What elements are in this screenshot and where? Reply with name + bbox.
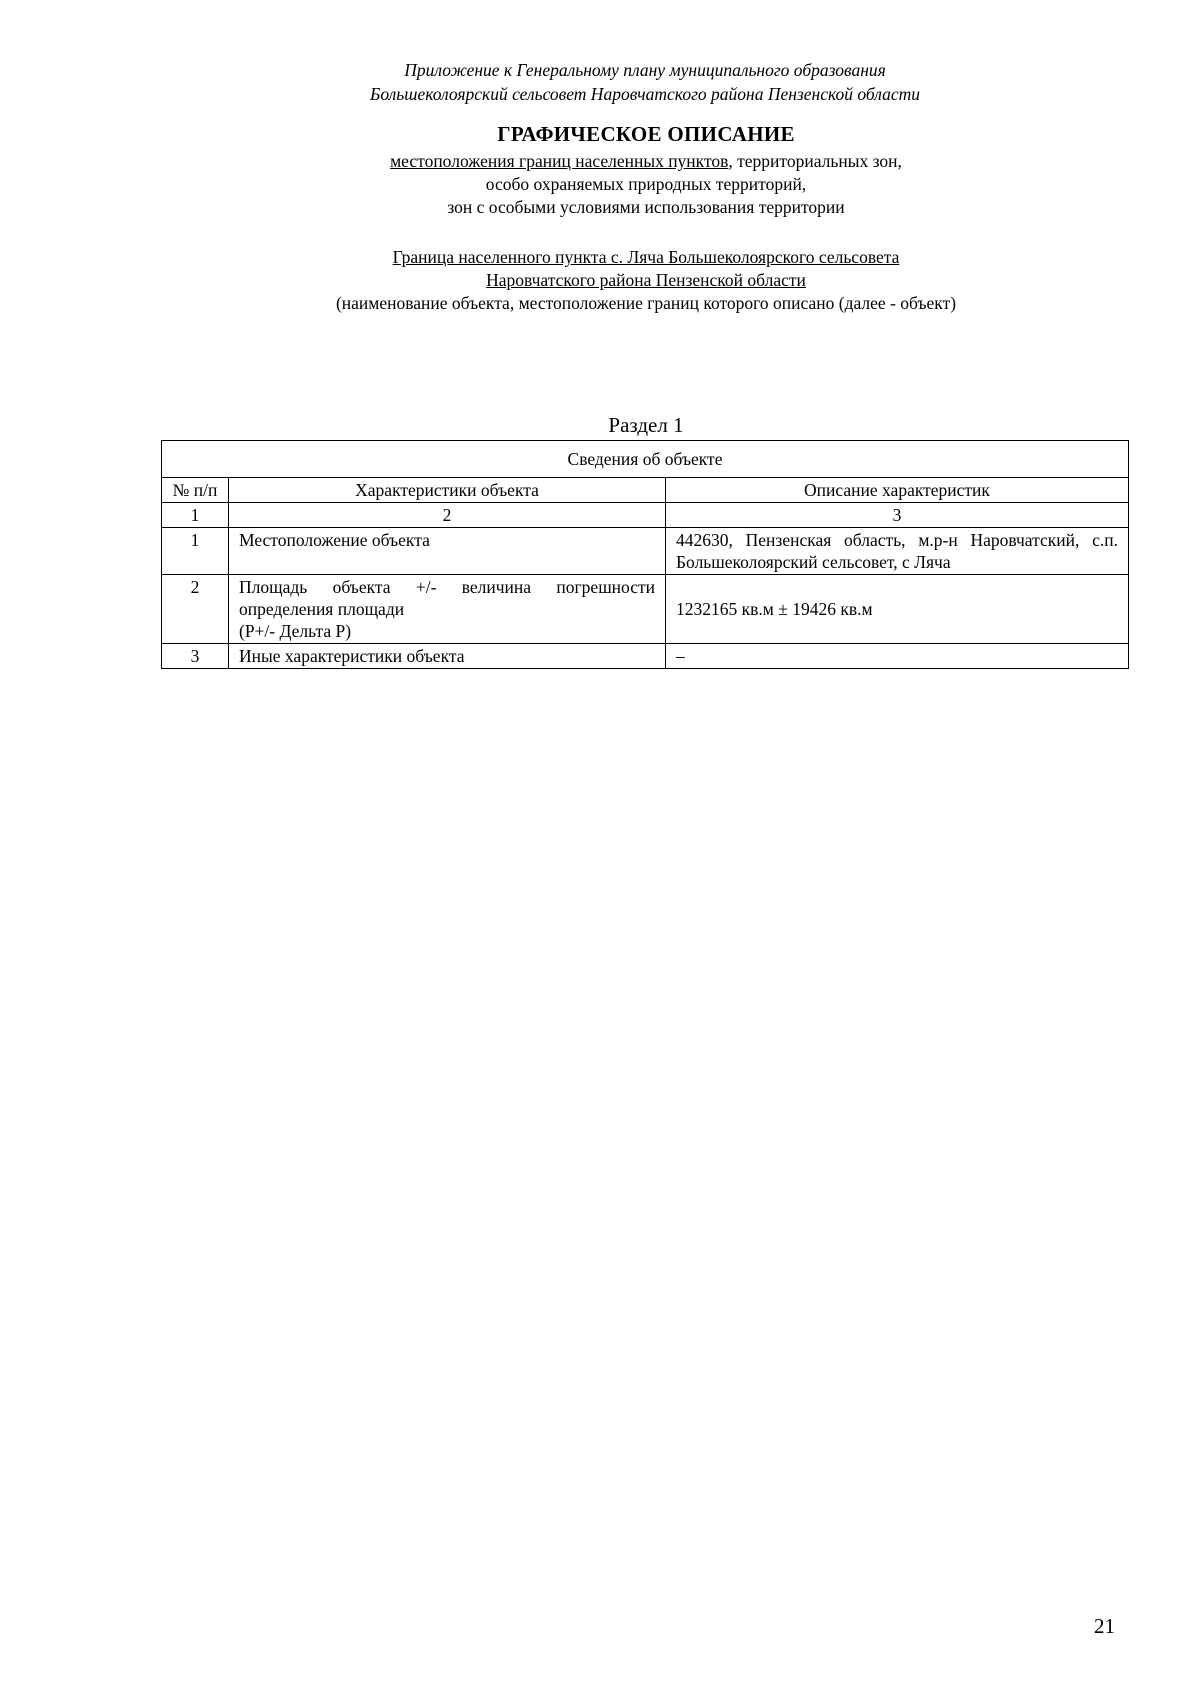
- table-row: [162, 528, 1129, 575]
- subtitle-underlined: местоположения границ населенных пунктов: [390, 151, 729, 171]
- subtitle-rest: , территориальных зон,: [728, 151, 902, 171]
- table-row: [162, 644, 1129, 669]
- table-caption-row: [162, 441, 1129, 478]
- object-name-block: [0, 246, 1200, 315]
- page-number: 21: [1094, 1614, 1115, 1638]
- object-caption: (наименование объекта, местоположение границ которого описано (далее - объект): [335, 293, 957, 313]
- header-cell-description: Описание характеристик: [666, 478, 1129, 503]
- header-cell-number: № п/п: [162, 478, 229, 503]
- row-characteristic: Иные характеристики объекта: [229, 644, 666, 669]
- table-caption: Сведения об объекте: [162, 441, 1129, 478]
- object-name-line1: Граница населенного пункта с. Ляча Большеколоярского сельсовета: [392, 247, 900, 267]
- row-characteristic-line1: Площадь объекта +/- величина погрешности определения площади: [239, 577, 655, 619]
- header-cell-characteristic: Характеристики объекта: [229, 478, 666, 503]
- subtitle-line3: зон с особыми условиями использования территории: [447, 197, 845, 217]
- object-name-line2: Наровчатского района Пензенской области: [486, 270, 806, 290]
- row-number: 3: [162, 644, 229, 669]
- row-description: 1232165 кв.м ± 19426 кв.м: [666, 575, 1129, 644]
- row-description: 442630, Пензенская область, м.р-н Наровчатский, с.п. Большеколоярский сельсовет, с Ляча: [666, 528, 1129, 575]
- subtitle-line2: особо охраняемых природных территорий,: [485, 174, 807, 194]
- row-characteristic: [229, 575, 666, 644]
- table-column-numbers-row: [162, 503, 1129, 528]
- appendix-header-line1: Приложение к Генеральному плану муниципального образования: [404, 60, 886, 80]
- column-number-2: 2: [229, 503, 666, 528]
- section-title: Раздел 1: [608, 413, 684, 437]
- document-title: ГРАФИЧЕСКОЕ ОПИСАНИЕ: [497, 122, 795, 146]
- subtitle-line1: [0, 150, 1200, 173]
- row-characteristic-line2: (P+/- Дельта P): [239, 621, 352, 641]
- table-header-row: [162, 478, 1129, 503]
- column-number-3: 3: [666, 503, 1129, 528]
- row-characteristic: Местоположение объекта: [229, 528, 666, 575]
- row-description: –: [666, 644, 1129, 669]
- appendix-header-line2: Большеколоярский сельсовет Наровчатского района Пензенской области: [370, 84, 920, 104]
- column-number-1: 1: [162, 503, 229, 528]
- row-number: 2: [162, 575, 229, 644]
- object-info-table: [161, 440, 1129, 669]
- row-number: 1: [162, 528, 229, 575]
- table-row: [162, 575, 1129, 644]
- document-subtitle: [0, 150, 1200, 219]
